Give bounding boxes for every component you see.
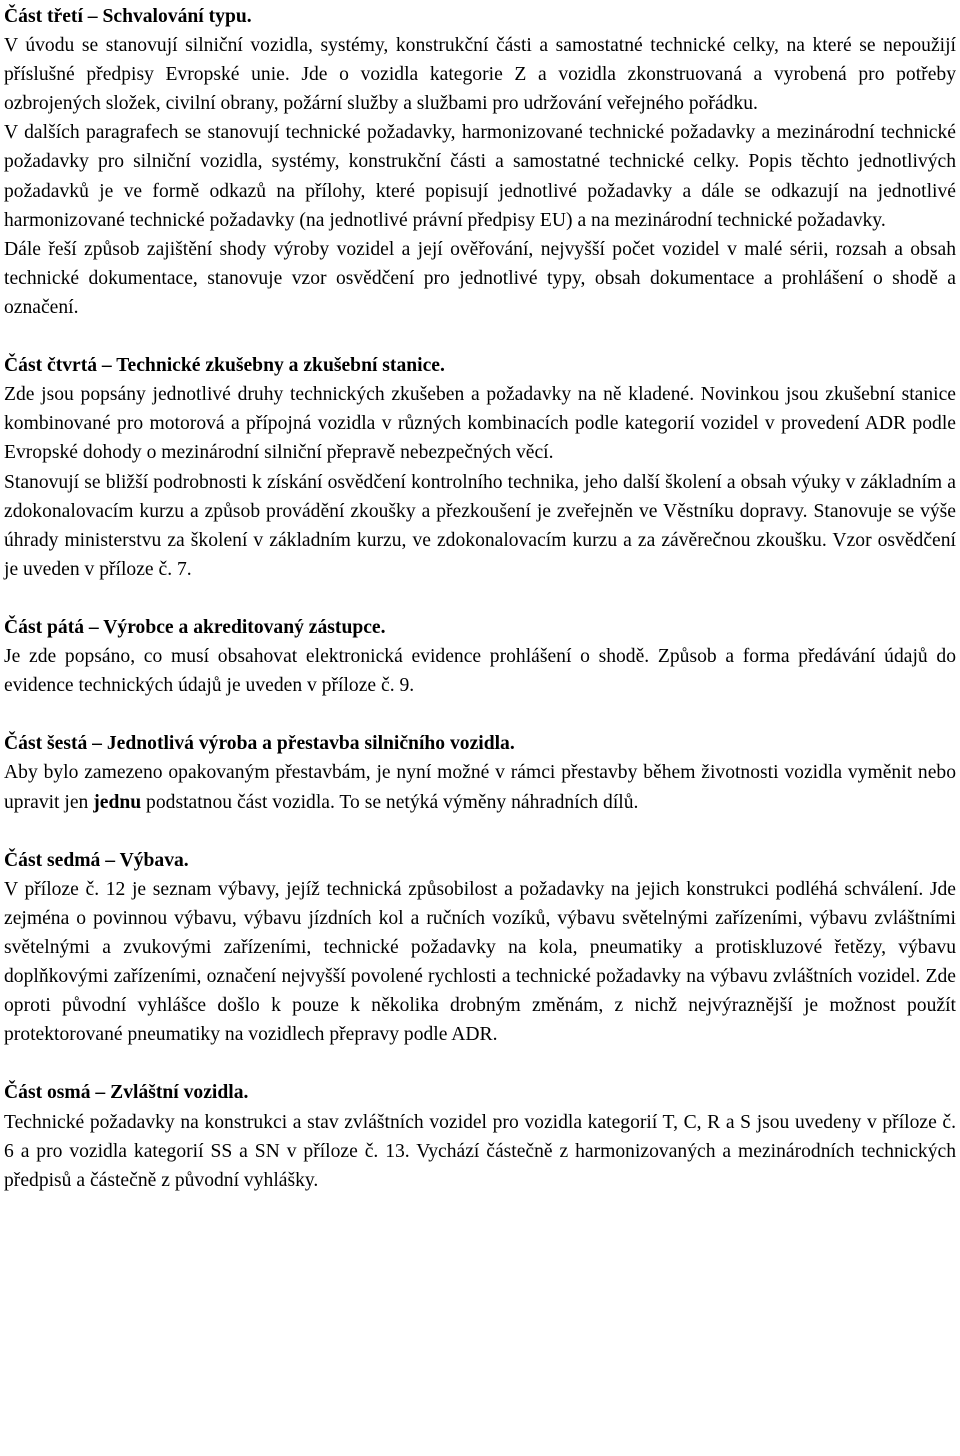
paragraph-text: podstatnou část vozidla. To se netýká výměny náhradních dílů.	[141, 791, 639, 813]
paragraph: Stanovují se bližší podrobnosti k získání osvědčení kontrolního technika, jeho další školení a obsah výuky v základním a zdokonalovacím kurzu a způsob provádění zkoušky a přezkoušení je zveřejněn ve Věstníku dopravy. Stanovuje se výše úhrady ministerstvu za školení v základním kurzu, ve zdokonalovacím kurzu a za závěrečnou zkoušku. Vzor osvědčení je uveden v příloze č. 7.	[4, 471, 956, 580]
emphasis-text: jednu	[93, 791, 142, 813]
paragraph: Technické požadavky na konstrukci a stav zvláštních vozidel pro vozidla kategorií T, C, R a S jsou uvedeny v příloze č. 6 a pro vozidla kategorií SS a SN v příloze č. 13. Vychází částečně z harmonizovaných a mezinárodních technických předpisů a částečně z původní vyhlášky.	[4, 1111, 956, 1191]
section-heading: Část osmá – Zvláštní vozidla.	[4, 1082, 249, 1104]
paragraph: Dále řeší způsob zajištění shody výroby vozidel a její ověřování, nejvyšší počet vozidel v malé sérii, rozsah a obsah technické dokumentace, stanovuje vzor osvědčení pro jednotlivé typy, obsah dokumentace a prohlášení o shodě a označení.	[4, 238, 956, 318]
paragraph: V úvodu se stanovují silniční vozidla, systémy, konstrukční části a samostatné technické celky, na které se nepoužijí příslušné předpisy Evropské unie. Jde o vozidla kategorie Z a vozidla zkonstruovaná a vyrobená pro potřeby ozbrojených složek, civilní obrany, požární služby a službami pro udržování veřejného pořádku.	[4, 35, 956, 115]
paragraph: V příloze č. 12 je seznam výbavy, jejíž technická způsobilost a požadavky na jejich konstrukci podléhá schválení. Jde zejména o povinnou výbavu, výbavu jízdních kol a ručních vozíků, výbavu světelnými zařízeními, výbavu zvláštními světelnými a zvukovými zařízeními, technické požadavky na kola, pneumatiky a protiskluzové řetězy, výbavu doplňkovými zařízeními, označení nejvyšší povolené rychlosti a technické požadavky na výbavu zvláštních vozidel. Zde oproti původní vyhlášce došlo k pouze k několika drobným změnám, z nichž nejvýraznější je možnost použít protektorované pneumatiky na vozidlech přepravy podle ADR.	[4, 878, 956, 1046]
document-page	[4, 2, 956, 1195]
section-part-8	[4, 1078, 956, 1194]
section-part-4	[4, 351, 956, 584]
section-heading: Část šestá – Jednotlivá výroba a přestavba silničního vozidla.	[4, 733, 515, 755]
section-heading: Část třetí – Schvalování typu.	[4, 6, 252, 27]
section-part-3	[4, 2, 956, 322]
section-heading: Část čtvrtá – Technické zkušebny a zkušební stanice.	[4, 355, 445, 377]
paragraph: Zde jsou popsány jednotlivé druhy technických zkušeben a požadavky na ně kladené. Novinkou jsou zkušební stanice kombinované pro motorová a přípojná vozidla v různých kombinacích podle kategorií vozidel v provedení ADR podle Evropské dohody o mezinárodní silniční přepravě nebezpečných věcí.	[4, 384, 956, 464]
section-heading: Část pátá – Výrobce a akreditovaný zástupce.	[4, 616, 386, 638]
section-part-7	[4, 846, 956, 1050]
paragraph	[4, 758, 956, 816]
paragraph: V dalších paragrafech se stanovují technické požadavky, harmonizované technické požadavky a mezinárodní technické požadavky pro silniční vozidla, systémy, konstrukční části a samostatné technické celky. Popis těchto jednotlivých požadavků je ve formě odkazů na přílohy, které popisují jednotlivé požadavky a dále se odkazují na jednotlivé harmonizované technické požadavky (na jednotlivé právní předpisy EU) a na mezinárodní technické požadavky.	[4, 122, 956, 231]
section-part-6	[4, 729, 956, 816]
section-part-5	[4, 613, 956, 700]
section-heading: Část sedmá – Výbava.	[4, 849, 189, 871]
paragraph-text: Aby bylo zamezeno opakovaným přestavbám, je nyní možné v rámci přestavby během životnosti vozidla vyměnit nebo upravit jen	[4, 762, 956, 813]
paragraph: Je zde popsáno, co musí obsahovat elektronická evidence prohlášení o shodě. Způsob a forma předávání údajů do evidence technických údajů je uveden v příloze č. 9.	[4, 646, 956, 697]
